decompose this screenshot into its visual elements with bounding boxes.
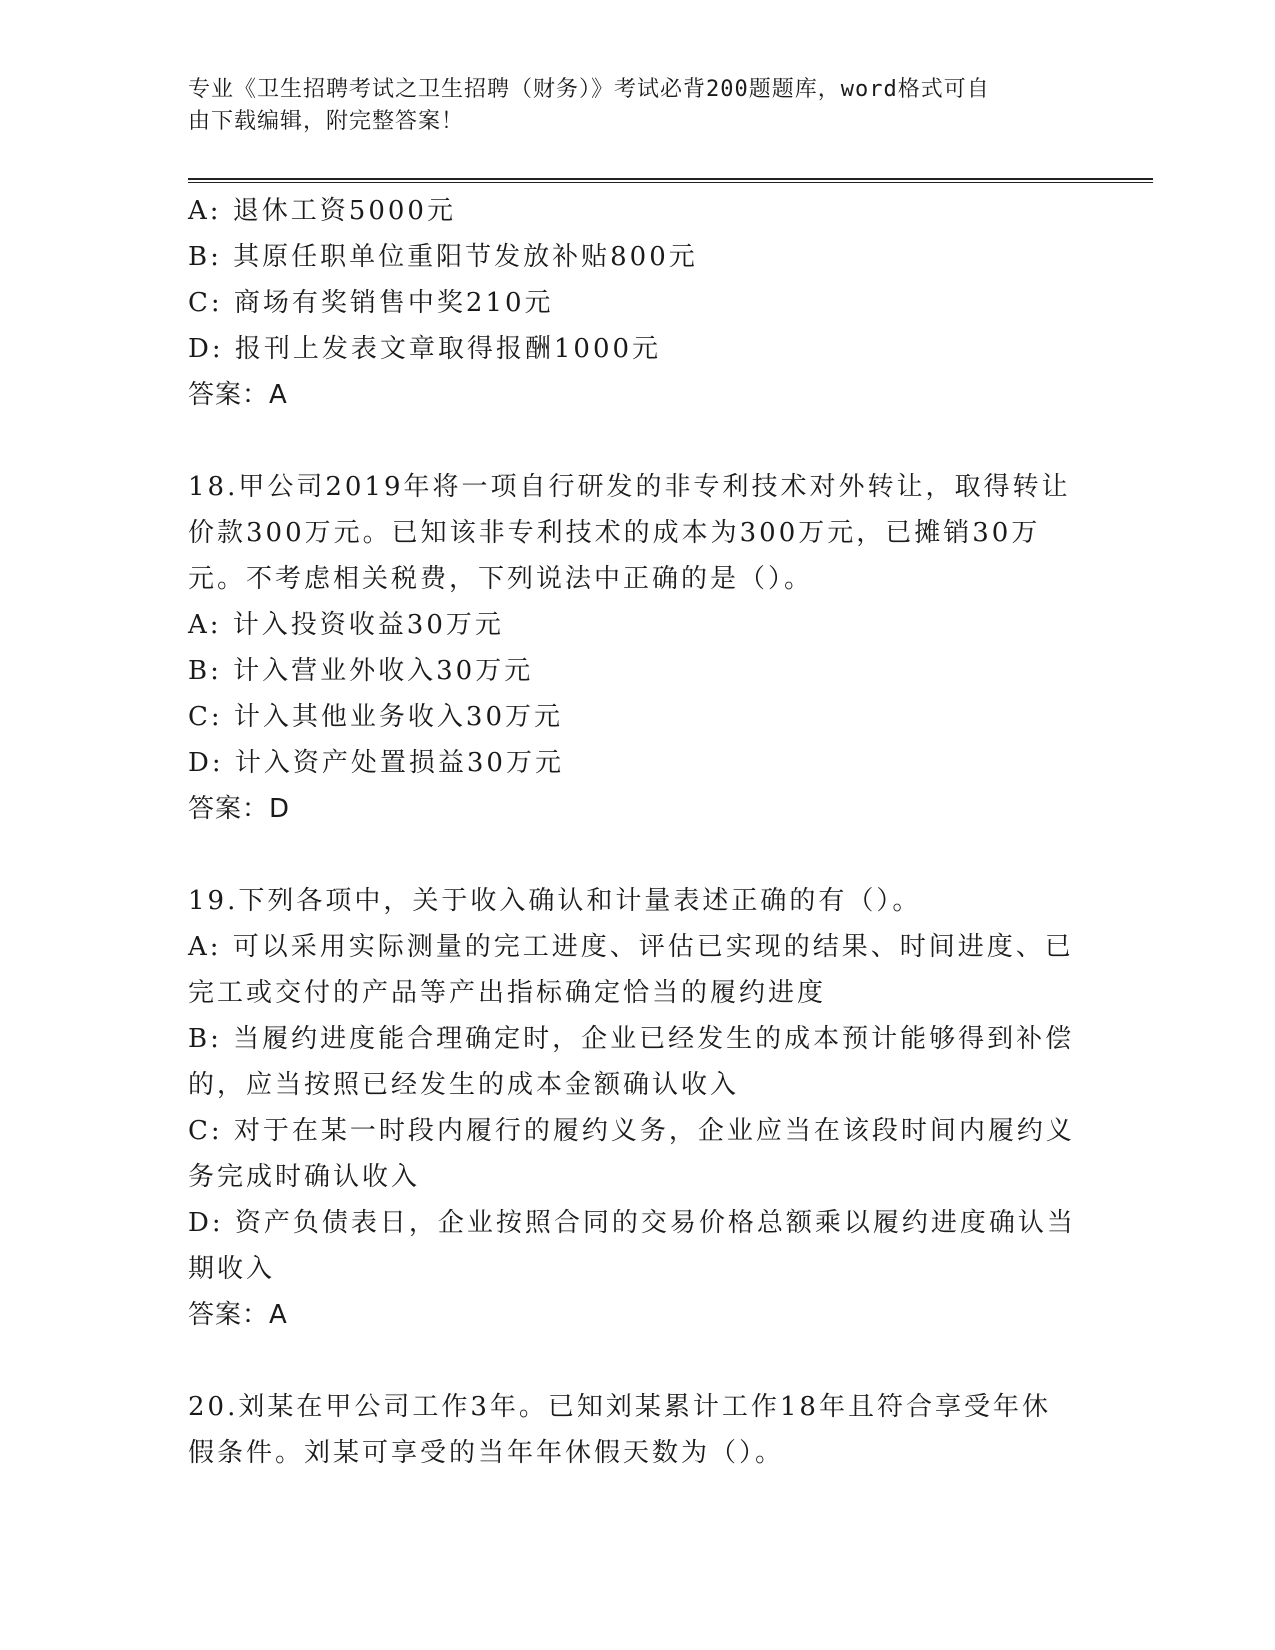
- question-18: [188, 464, 1078, 832]
- option-a: A: 可以采用实际测量的完工进度、评估已实现的结果、时间进度、已完工或交付的产品等产出指标确定恰当的履约进度: [188, 932, 1074, 1008]
- option-d: D: 计入资产处置损益30万元: [188, 748, 564, 778]
- option-c: C: 对于在某一时段内履行的履约义务，企业应当在该段时间内履约义务完成时确认收入: [188, 1116, 1075, 1192]
- option-d: D: 报刊上发表文章取得报酬1000元: [188, 334, 662, 364]
- answer: 答案：D: [188, 794, 291, 824]
- document-body: [188, 188, 1078, 1476]
- question-17: [188, 188, 1078, 418]
- question-20: [188, 1384, 1078, 1476]
- header-line-2: 由下载编辑，附完整答案！: [188, 109, 465, 134]
- header-line-1: 专业《卫生招聘考试之卫生招聘（财务）》考试必背200题题库，word格式可自: [188, 77, 990, 102]
- header-rule-thin: [188, 182, 1153, 183]
- question-text: 20.刘某在甲公司工作3年。已知刘某累计工作18年且符合享受年休假条件。刘某可享受的当年年休假天数为（）。: [188, 1392, 1051, 1468]
- option-b: B: 当履约进度能合理确定时，企业已经发生的成本预计能够得到补偿的，应当按照已经发生的成本金额确认收入: [188, 1024, 1075, 1100]
- option-c: C: 计入其他业务收入30万元: [188, 702, 564, 732]
- question-text: 18.甲公司2019年将一项自行研发的非专利技术对外转让，取得转让价款300万元。已知该非专利技术的成本为300万元，已摊销30万元。不考虑相关税费，下列说法中正确的是（）。: [188, 472, 1071, 594]
- header-rule-thick: [188, 178, 1153, 180]
- option-c: C: 商场有奖销售中奖210元: [188, 288, 554, 318]
- option-d: D: 资产负债表日，企业按照合同的交易价格总额乘以履约进度确认当期收入: [188, 1208, 1076, 1284]
- answer: 答案：A: [188, 1300, 288, 1330]
- option-a: A: 退休工资5000元: [188, 196, 456, 226]
- question-19: [188, 878, 1078, 1338]
- option-a: A: 计入投资收益30万元: [188, 610, 504, 640]
- option-b: B: 其原任职单位重阳节发放补贴800元: [188, 242, 698, 272]
- answer: 答案：A: [188, 380, 288, 410]
- question-text: 19.下列各项中，关于收入确认和计量表述正确的有（）。: [188, 886, 922, 916]
- option-b: B: 计入营业外收入30万元: [188, 656, 534, 686]
- document-header: [188, 74, 1088, 138]
